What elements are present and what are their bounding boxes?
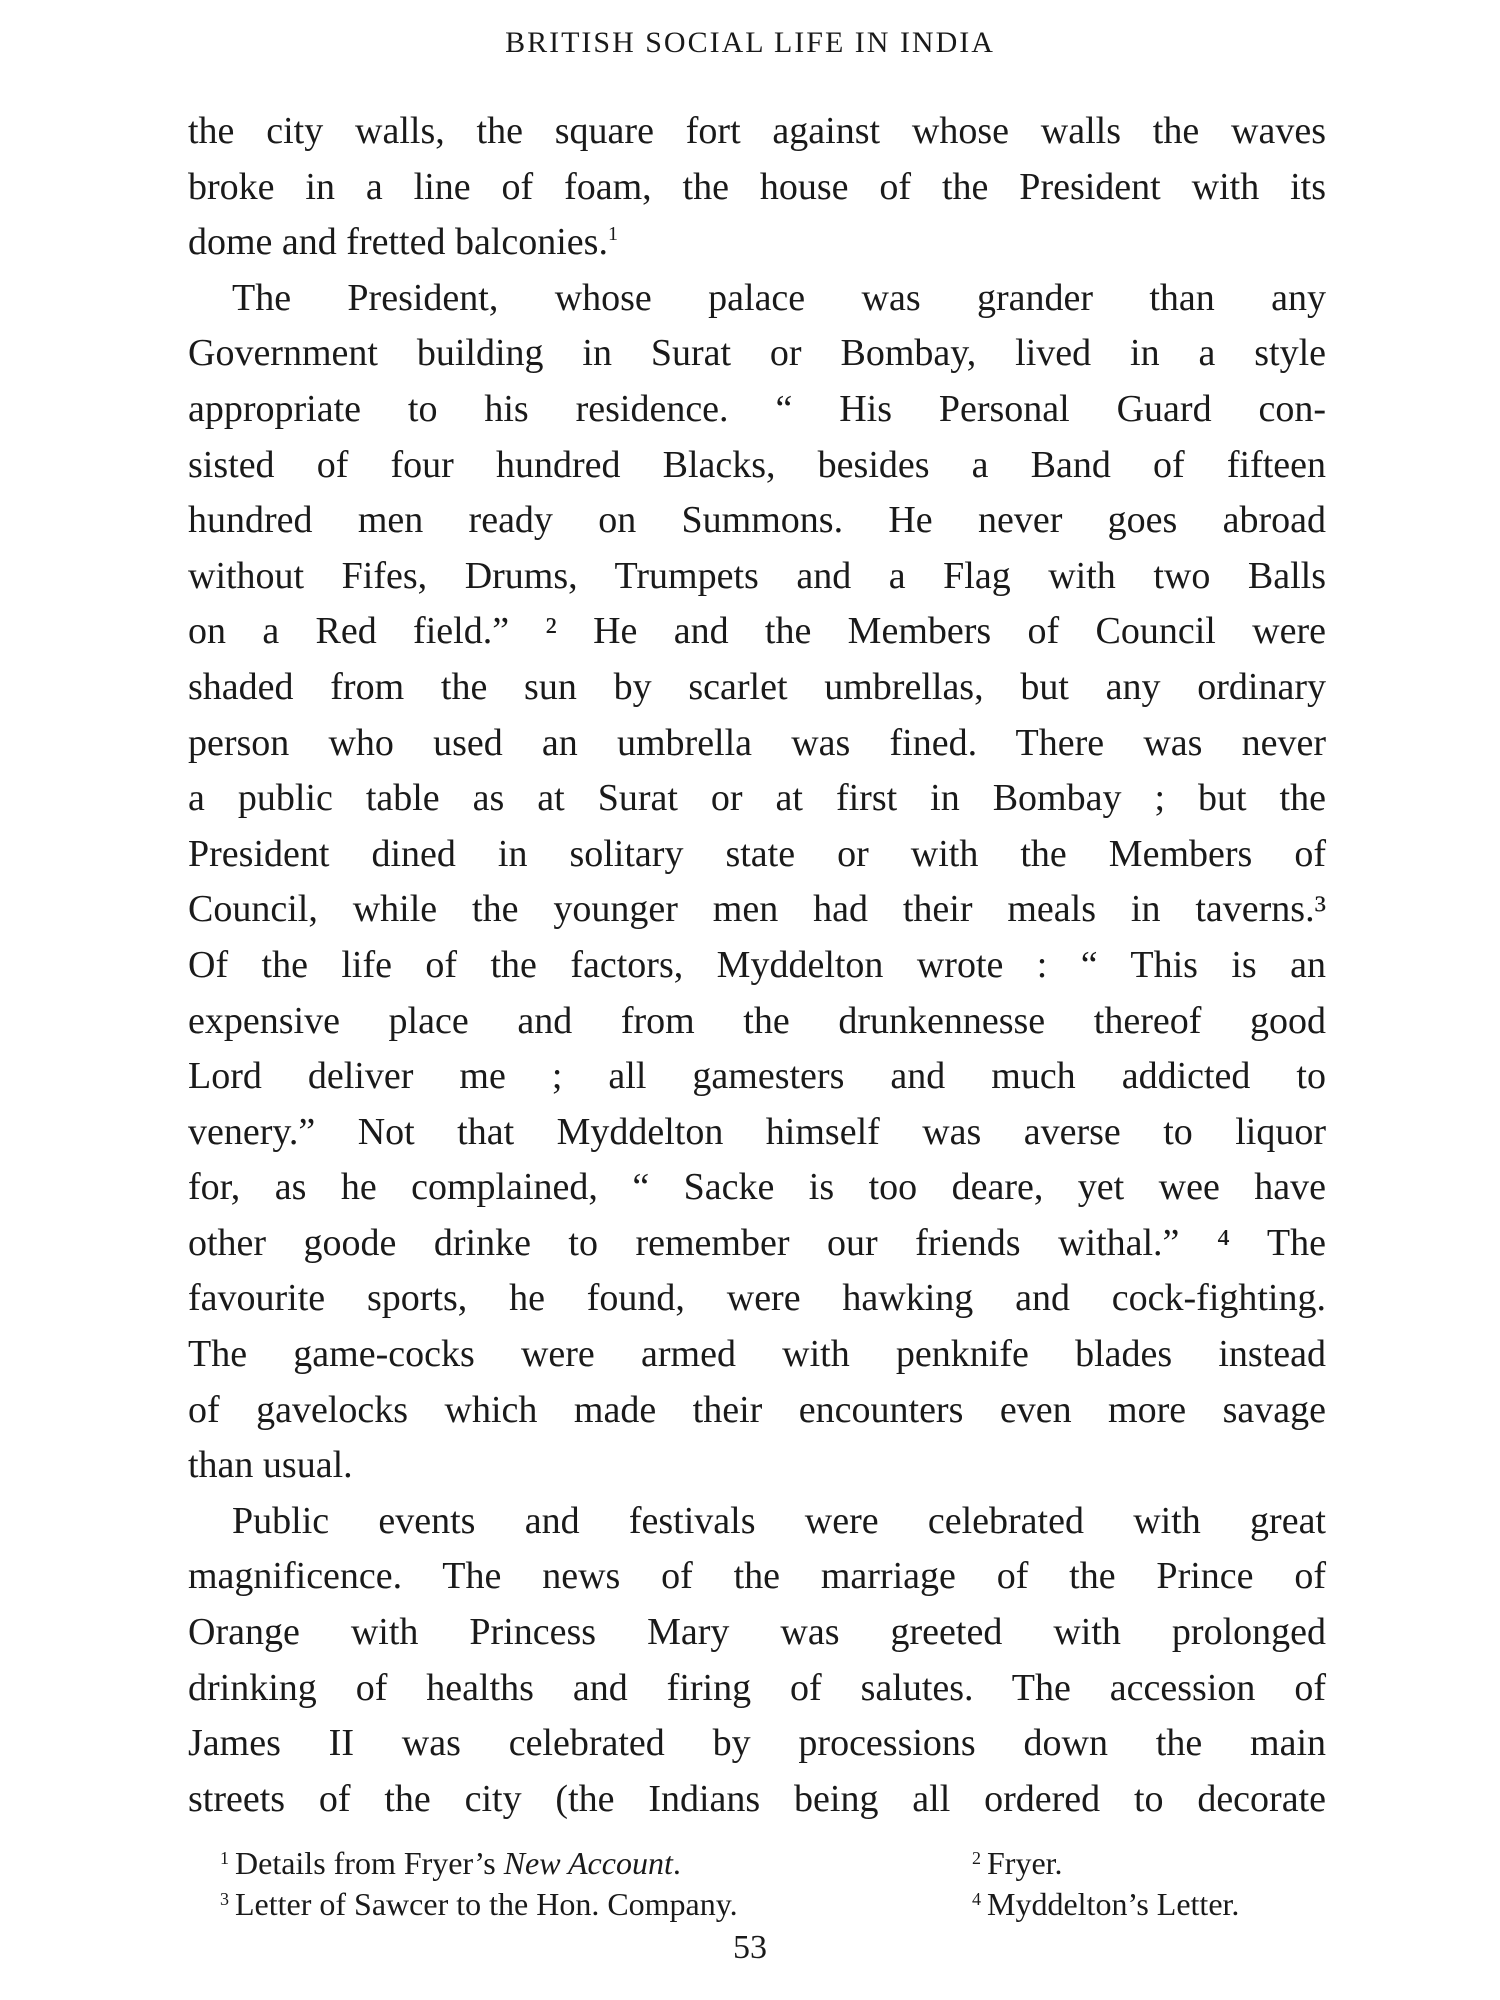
text-line: Council, while the younger men had their meals in taverns.³: [188, 888, 1326, 931]
text-line: without Fifes, Drums, Trumpets and a Flag with two Balls: [188, 554, 1326, 597]
text-line: [188, 215, 1326, 271]
text-line: a public table as at Surat or at first in Bombay ; but the: [188, 777, 1326, 820]
text-line: venery.” Not that Myddelton himself was averse to liquor: [188, 1110, 1326, 1153]
text-line: Lord deliver me ; all gamesters and much addicted to: [188, 1055, 1326, 1098]
footnote-reference: 1: [607, 223, 618, 246]
page-number: 53: [733, 1929, 767, 1966]
footnote-mark: 2: [972, 1848, 981, 1868]
paragraph: [188, 104, 1326, 271]
text-line: the city walls, the square fort against whose walls the waves: [188, 110, 1326, 152]
text-line: shaded from the sun by scarlet umbrellas, but any ordinary: [188, 665, 1326, 708]
text-line-content: dome and fretted balconies.: [188, 221, 608, 264]
text-line: President dined in solitary state or with the Members of: [188, 832, 1326, 875]
footnote-mark: 3: [220, 1889, 229, 1909]
paragraph: [188, 271, 1326, 1494]
text-line: Orange with Princess Mary was greeted with prolonged: [188, 1611, 1326, 1654]
text-line: sisted of four hundred Blacks, besides a Band of fifteen: [188, 443, 1326, 486]
text-line: other goode drinke to remember our friends withal.” ⁴ The: [188, 1221, 1326, 1264]
text-line: than usual.: [188, 1444, 353, 1487]
footnote-mark: 1: [220, 1848, 229, 1868]
text-line: Of the life of the factors, Myddelton wrote : “ This is an: [188, 943, 1326, 986]
text-line: drinking of healths and firing of salutes. The accession of: [188, 1666, 1326, 1709]
text-line: The President, whose palace was grander than any: [232, 276, 1326, 319]
text-line: appropriate to his residence. “ His Personal Guard con-: [188, 387, 1326, 430]
footnote-text: Fryer.: [987, 1845, 1063, 1881]
text-line: of gavelocks which made their encounters even more savage: [188, 1388, 1326, 1431]
paragraph: [188, 1494, 1326, 1828]
text-line: magnificence. The news of the marriage of the Prince of: [188, 1555, 1326, 1598]
text-line: Public events and festivals were celebrated with great: [232, 1499, 1326, 1542]
footnote-row: [220, 1843, 1326, 1884]
footnote-text-suffix: .: [672, 1845, 681, 1881]
footnotes: [220, 1843, 1326, 1925]
text-line: for, as he complained, “ Sacke is too deare, yet wee have: [188, 1166, 1326, 1209]
footnote-2: [972, 1843, 1063, 1884]
footnote-text: Details from Fryer’s: [235, 1845, 504, 1881]
footnote-row: [220, 1884, 1326, 1925]
text-line: favourite sports, he found, were hawking and cock-fighting.: [188, 1277, 1326, 1320]
text-line: on a Red field.” ² He and the Members of Council were: [188, 610, 1326, 653]
footnote-3: [220, 1884, 738, 1925]
text-line: James II was celebrated by processions down the main: [188, 1722, 1326, 1765]
text-line: broke in a line of foam, the house of the President with its: [188, 165, 1326, 208]
footnote-text: Letter of Sawcer to the Hon. Company.: [235, 1886, 738, 1922]
text-line: Government building in Surat or Bombay, lived in a style: [188, 332, 1326, 375]
footnote-text: Myddelton’s Letter.: [987, 1886, 1240, 1922]
text-line: hundred men ready on Summons. He never goes abroad: [188, 499, 1326, 542]
footnote-1: [220, 1843, 681, 1884]
body-text: [188, 104, 1326, 1827]
text-line: streets of the city (the Indians being all ordered to decorate: [188, 1777, 1326, 1820]
footnote-italic-title: New Account: [503, 1845, 673, 1881]
footnote-4: [972, 1884, 1239, 1925]
text-line: expensive place and from the drunkennesse thereof good: [188, 999, 1326, 1042]
footnote-mark: 4: [972, 1889, 981, 1909]
text-line: The game-cocks were armed with penknife blades instead: [188, 1333, 1326, 1376]
text-line: person who used an umbrella was fined. There was never: [188, 721, 1326, 764]
running-head: BRITISH SOCIAL LIFE IN INDIA: [505, 26, 995, 59]
